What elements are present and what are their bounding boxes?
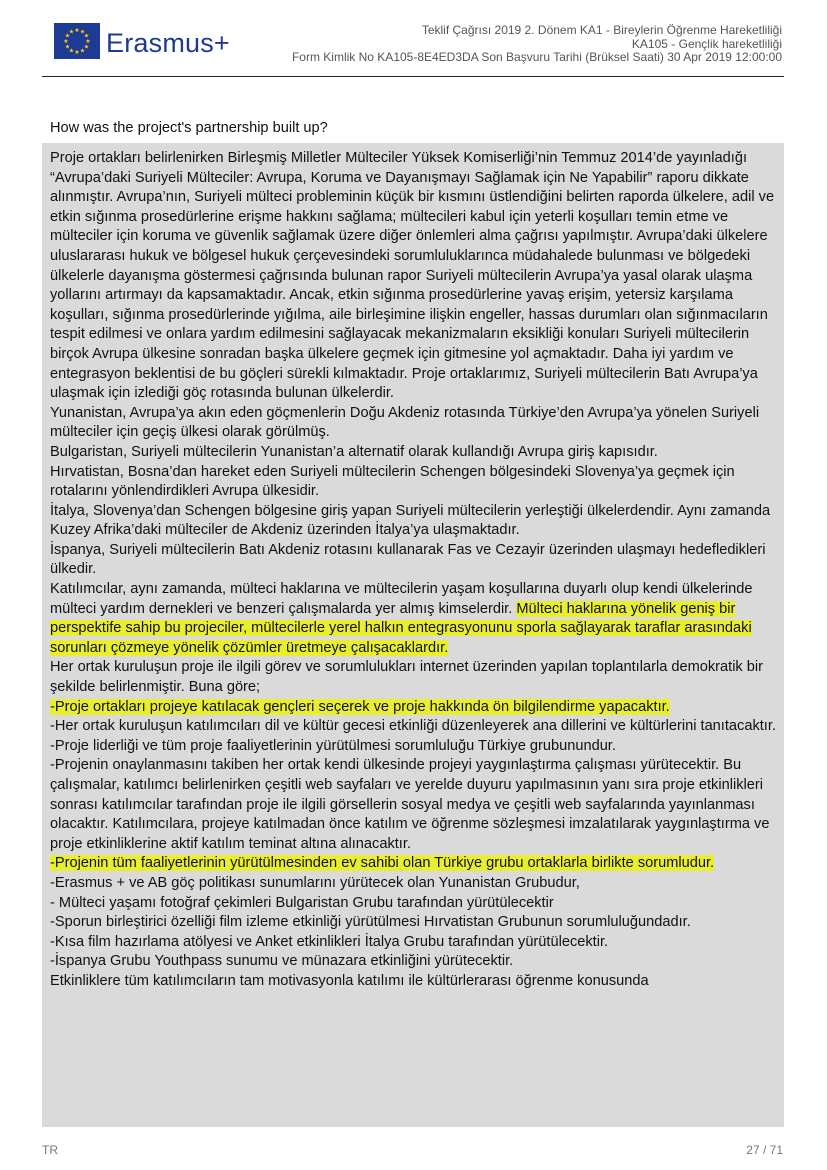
eu-star-icon: ★ <box>74 50 80 57</box>
eu-star-icon: ★ <box>63 39 69 46</box>
eu-star-icon: ★ <box>85 39 91 46</box>
answer-text-run: İtalya, Slovenya’dan Schengen bölgesine giriş yapan Suriyeli mültecilerin yerleştiği ülkelerdendir. Aynı zamanda Kuzey Afrika’daki mülteciler de Akdeniz üzerinden İtalya’ya ulaşmaktadır. <box>50 502 771 539</box>
answer-text-run: -İspanya Grubu Youthpass sunumu ve münazara etkinliğini yürütecektir. <box>50 953 514 970</box>
answer-paragraph <box>50 580 780 658</box>
answer-paragraph <box>50 443 780 463</box>
answer-text-run: - Mülteci yaşamı fotoğraf çekimleri Bulgaristan Grubu tarafından yürütülecektir <box>50 894 554 911</box>
highlighted-text: -Projenin tüm faaliyetlerinin yürütülmesinden ev sahibi olan Türkiye grubu ortaklarla birlikte sorumludur. <box>50 855 715 872</box>
answer-paragraph <box>50 698 780 718</box>
answer-paragraph <box>50 541 780 580</box>
answer-paragraph <box>50 952 780 972</box>
eu-star-icon: ★ <box>74 28 80 35</box>
section-question: How was the project's partnership built up? <box>50 120 328 136</box>
answer-text-run: -Erasmus + ve AB göç politikası sunumlarını yürütecek olan Yunanistan Grubudur, <box>50 874 580 891</box>
answer-text-run: Bulgaristan, Suriyeli mültecilerin Yunanistan’a alternatif olarak kullandığı Avrupa giriş kapısıdır. <box>50 443 658 460</box>
answer-paragraph <box>50 717 780 737</box>
answer-text-run: -Her ortak kuruluşun katılımcıları dil ve kültür gecesi etkinliği düzenleyerek ana dillerini ve kültürlerini tanıtacaktır. <box>50 718 776 735</box>
eu-star-icon: ★ <box>83 33 90 40</box>
answer-paragraph <box>50 404 780 443</box>
answer-paragraph <box>50 854 780 874</box>
answer-paragraph <box>50 149 780 404</box>
answer-text-run: Yunanistan, Avrupa’ya akın eden göçmenlerin Doğu Akdeniz rotasında Türkiye’den Avrupa’ya yönelen Suriyeli mülteciler için geçiş ülkesi olarak görülmüş. <box>50 404 760 441</box>
header-info <box>292 24 782 65</box>
header-line-call: Teklif Çağrısı 2019 2. Dönem KA1 - Bireylerin Öğrenme Hareketliliği <box>421 23 782 37</box>
answer-paragraph <box>50 894 780 914</box>
answer-text-run: -Kısa film hazırlama atölyesi ve Anket etkinlikleri İtalya Grubu tarafından yürütülecektir. <box>50 933 609 950</box>
answer-paragraph <box>50 737 780 757</box>
answer-text-run: Proje ortakları belirlenirken Birleşmiş Milletler Mülteciler Yüksek Komiserliği’nin Temmuz 2014’de yayınladığı “Avrupa’daki Suriyeli Mülteciler: Avrupa, Koruma ve Dayanışmayı Sağlamak için Ne Yapabilir” raporu dikkate alınmıştır. Avrupa’nın, Suriyeli mülteci probleminin küçük bir kısmını üstlendiğini belirten raporda ülkelere, adil ve etkin sığınma prosedürlerine erişme hakkını sağlama; mültecileri kabul için yeterli koşulları temin etme ve mülteciler için koruma ve güvenlik sağlamak üzere diğer önlemleri alma çağrısı yapılmıştır. Avrupa’daki ülkelere uluslararası hukuk ve bölgesel hukuk çerçevesindeki sorumluluklarınca müdahalede bulunması ve bölgedeki ülkelerle dayanışma göstermesi çağrısında bulunan rapor Suriyeli mültecilerin Avrupa’ya yasal olarak ulaşma yollarını artırmayı da kapsamaktadır. Ancak, etkin sığınma prosedürlerine yavaş erişim, yetersiz karşılama koşulları, sığınma prosedürlerinde yığılma, aile birleşimine ilişkin engeller, hassas durumları olan sığınmacıların tespit edilmesi ve onlara yardım edilmesini sağlayacak mekanizmaların eksikliği konuları Suriyeli mültecilerin birçok Avrupa ülkesine sonradan başka ülkelere geçmek için gitmesine yol açmaktadır. Daha iyi yardım ve entegrasyon beklentisi de bu göçleri sürekli kılmaktadır. Proje ortaklarımız, Suriyeli mültecilerin Batı Avrupa’ya ulaşmak için izlediği göç rotasında bulunan ülkelerdir. <box>50 150 775 402</box>
answer-paragraph <box>50 756 780 854</box>
answer-text-run: Her ortak kuruluşun proje ile ilgili görev ve sorumlulukları internet üzerinden yapılan toplantılarla demokratik bir şekilde belirlenmiştir. Buna göre; <box>50 659 764 696</box>
answer-paragraph <box>50 463 780 502</box>
answer-paragraph <box>50 972 780 992</box>
answer-paragraph <box>50 933 780 953</box>
header-divider <box>42 76 784 77</box>
highlighted-text: Mülteci haklarına yönelik geniş bir perspektife sahip bu projeciler, mültecilerle yerel halkın entegrasyonunu sporla sağlayarak taraflar arasındaki sorunları çözmeye yönelik çözümler üretmeye çalışacaklardır. <box>50 600 752 656</box>
answer-text-run: Katılımcılar, aynı zamanda, mülteci haklarına ve mültecilerin yaşam koşullarına duyarlı olup kendi ülkelerinde mülteci yardım dernekleri ve benzeri çalışmalarda yer almış kimselerdir. <box>50 581 753 617</box>
eu-flag-icon <box>54 23 100 59</box>
header-line-action: KA105 - Gençlik hareketliliği <box>631 36 782 51</box>
erasmus-logo-text: Erasmus+ <box>106 28 230 58</box>
eu-star-icon: ★ <box>68 48 75 55</box>
answer-text-run: -Sporun birleştirici özelliği film izleme etkinliği yürütülmesi Hırvatistan Grubunun sorumluluğundadır. <box>50 914 691 931</box>
page-number: 27 / 71 <box>746 1143 783 1157</box>
answer-text-run: İspanya, Suriyeli mültecilerin Batı Akdeniz rotasını kullanarak Fas ve Cezayir üzerinden ulaşmayı hedefledikleri ülkedir. <box>50 541 766 578</box>
page-header <box>42 18 782 78</box>
footer-language: TR <box>42 1143 58 1157</box>
eu-star-icon: ★ <box>83 44 90 51</box>
answer-paragraph <box>50 913 780 933</box>
header-line-form-id: Form Kimlik No KA105-8E4ED3DA Son Başvuru Tarihi (Brüksel Saati) 30 Apr 2019 12:00:00 <box>291 50 782 64</box>
eu-star-icon: ★ <box>64 33 71 40</box>
answer-paragraph <box>50 874 780 894</box>
eu-star-icon: ★ <box>64 44 71 51</box>
answer-text-run: -Proje liderliği ve tüm proje faaliyetlerinin yürütülmesi sorumluluğu Türkiye grubunundur. <box>50 737 616 754</box>
answer-text <box>50 149 780 992</box>
answer-text-run: Etkinliklere tüm katılımcıların tam motivasyonla katılımı ile kültürlerarası öğrenme konusunda <box>50 972 649 989</box>
eu-star-icon: ★ <box>79 48 86 55</box>
answer-paragraph <box>50 658 780 697</box>
eu-star-icon: ★ <box>68 29 75 36</box>
answer-text-run: Hırvatistan, Bosna’dan hareket eden Suriyeli mültecilerin Schengen bölgesindeki Slovenya’ya geçmek için rotalarını yönlendirdikleri Avrupa ülkesidir. <box>50 463 735 500</box>
answer-text-run: -Projenin onaylanmasını takiben her ortak kendi ülkesinde projeyi yaygınlaştırma çalışması yürütecektir. Bu çalışmalar, katılımcı belirlenirken çeşitli web sayfaları ve yerelde duyuru yapılmasının yanı sıra proje etkinlikleri sonrası katılımcılar tarafından proje ile ilgili görsellerin sosyal medya ve çeşitli web sayfalarında yayınlanması olacaktır. Katılımcılara, projeye katılmadan önce katılım ve öğrenme sözleşmesi imzalatılarak yaygınlaştırma ve proje etkinliklerine aktif katılım teminat altına alınacaktır. <box>50 757 770 852</box>
highlighted-text: -Proje ortakları projeye katılacak gençleri seçerek ve proje hakkında ön bilgilendirme yapacaktır. <box>50 698 670 715</box>
answer-paragraph <box>50 502 780 541</box>
eu-star-icon: ★ <box>79 29 86 36</box>
